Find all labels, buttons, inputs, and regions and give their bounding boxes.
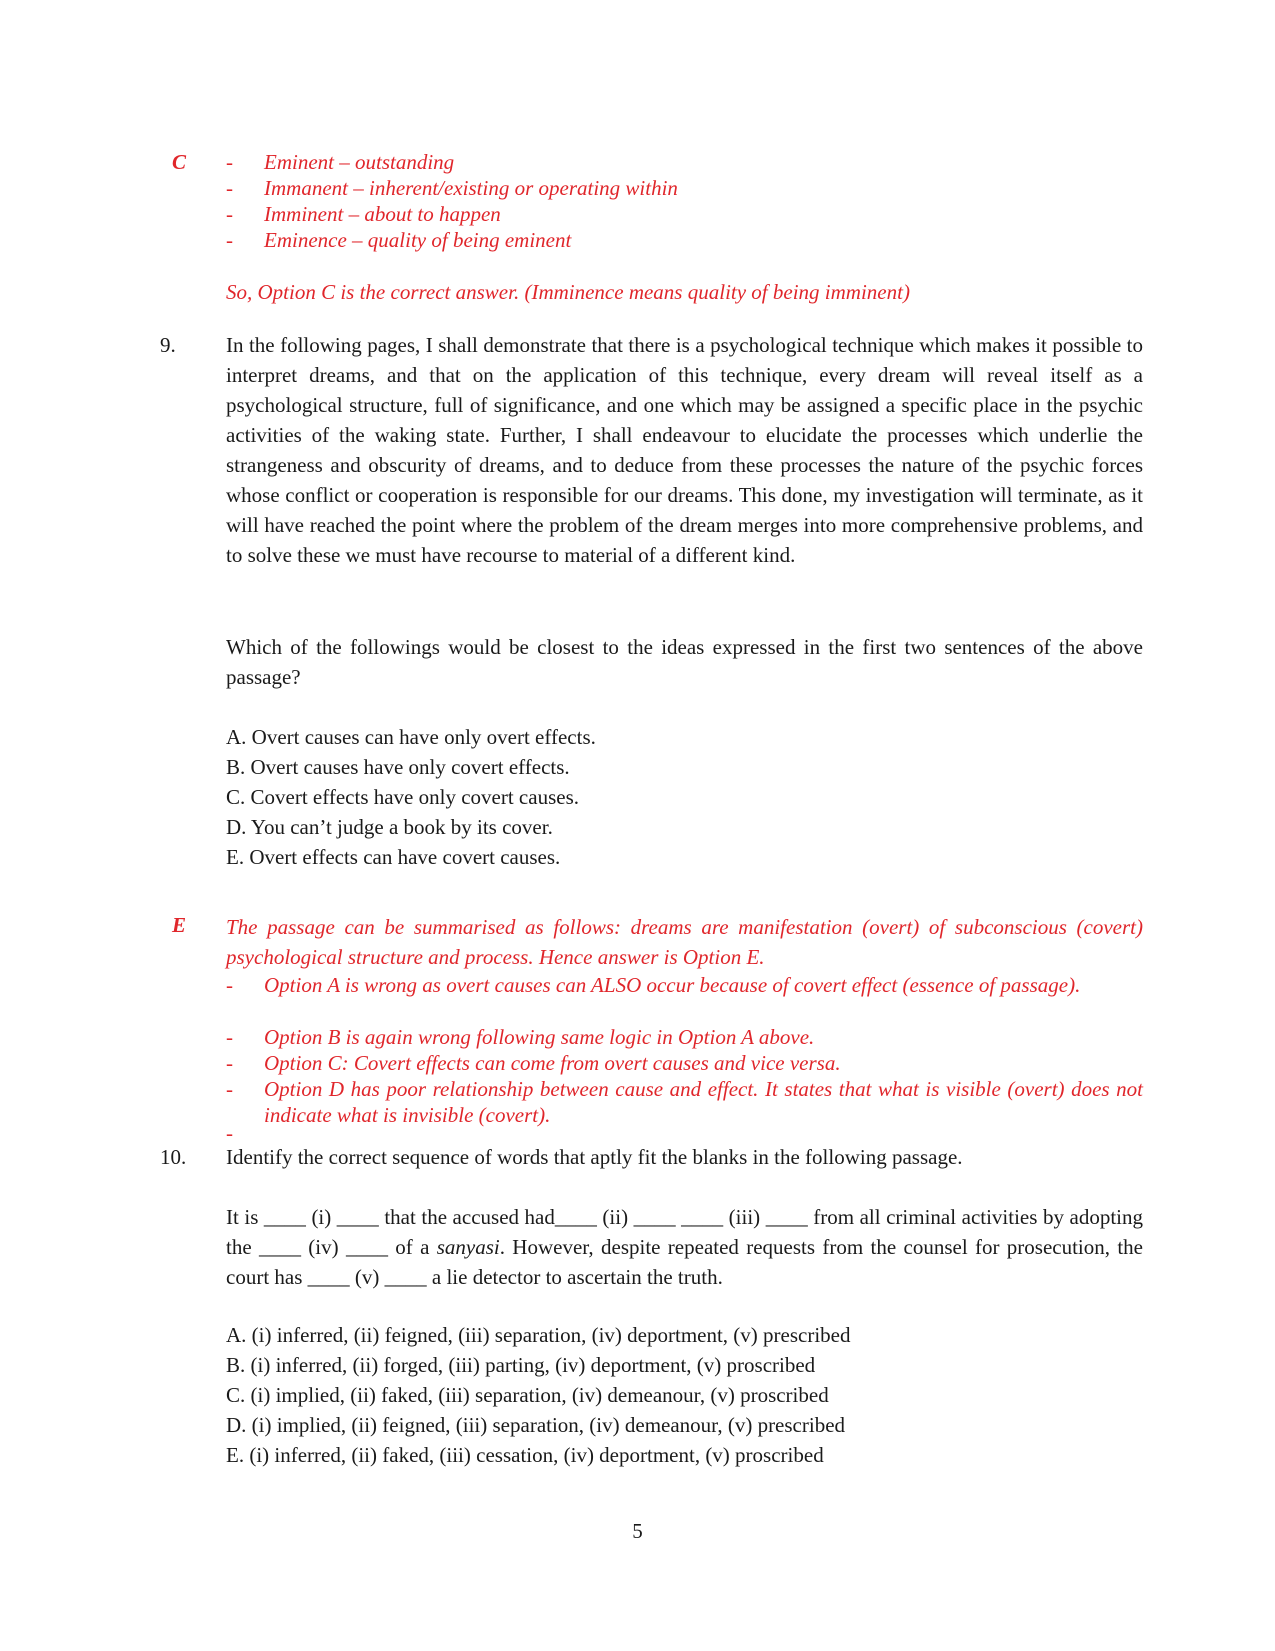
- q10-option-c: C. (i) implied, (ii) faked, (iii) separation, (iv) demeanour, (v) proscribed: [226, 1383, 829, 1407]
- page-number: 5: [632, 1519, 643, 1543]
- question-number: 9.: [160, 333, 176, 357]
- question-number: 10.: [160, 1145, 187, 1169]
- bullet-dash: -: [226, 973, 233, 997]
- q9-answer-bullet: Option D has poor relationship between cause and effect. It states that what is visible (overt) does not indicate what is invisible (covert).: [264, 1077, 1143, 1127]
- q9-question: Which of the followings would be closest to the ideas expressed in the first two sentences of the above passage?: [226, 635, 1143, 689]
- bullet-dash: -: [226, 150, 233, 174]
- q8-bullet: Eminent – outstanding: [264, 150, 455, 174]
- q10-option-a: A. (i) inferred, (ii) feigned, (iii) separation, (iv) deportment, (v) prescribed: [226, 1323, 851, 1347]
- q9-answer-bullet: Option B is again wrong following same logic in Option A above.: [264, 1025, 815, 1049]
- q10-passage-part2: . However, despite repeated requests from the counsel for prosecution, the court has ____ (v) ____ a lie detector to ascertain the truth.: [226, 1235, 1143, 1289]
- trailing-dash: -: [226, 1121, 233, 1145]
- q10-option-d: D. (i) implied, (ii) feigned, (iii) separation, (iv) demeanour, (v) prescribed: [226, 1413, 846, 1437]
- q8-answer-marker: C: [172, 150, 187, 174]
- q10-passage-italic: sanyasi: [436, 1235, 500, 1259]
- q9-answer-bullet: Option A is wrong as overt causes can ALSO occur because of covert effect (essence of passage).: [264, 973, 1081, 997]
- q10-question: Identify the correct sequence of words that aptly fit the blanks in the following passage.: [226, 1145, 963, 1169]
- bullet-dash: -: [226, 1025, 233, 1049]
- q9-option-d: D. You can’t judge a book by its cover.: [226, 815, 553, 839]
- q9-option-e: E. Overt effects can have covert causes.: [226, 845, 561, 869]
- q9-option-a: A. Overt causes can have only overt effects.: [226, 725, 596, 749]
- q9-answer-summary: The passage can be summarised as follows: dreams are manifestation (overt) of subconscious (covert) psychological structure and process. Hence answer is Option E.: [226, 915, 1143, 969]
- q8-conclusion: So, Option C is the correct answer. (Imminence means quality of being imminent): [226, 280, 910, 304]
- q9-answer-bullet: Option C: Covert effects can come from overt causes and vice versa.: [264, 1051, 841, 1075]
- bullet-dash: -: [226, 176, 233, 200]
- bullet-dash: -: [226, 1051, 233, 1075]
- q8-bullet: Eminence – quality of being eminent: [264, 228, 572, 252]
- q9-option-c: C. Covert effects have only covert causes.: [226, 785, 579, 809]
- bullet-dash: -: [226, 1077, 233, 1101]
- q9-option-b: B. Overt causes have only covert effects.: [226, 755, 570, 779]
- q8-bullet: Immanent – inherent/existing or operating within: [264, 176, 678, 200]
- q9-answer-marker: E: [172, 913, 187, 937]
- bullet-dash: -: [226, 228, 233, 252]
- q9-passage: In the following pages, I shall demonstrate that there is a psychological technique which makes it possible to interpret dreams, and that on the application of this technique, every dream will reveal itself as a psychological structure, full of significance, and one which may be assigned a specific place in the psychic activities of the waking state. Further, I shall endeavour to elucidate the processes which underlie the strangeness and obscurity of dreams, and to deduce from these processes the nature of the psychic forces whose conflict or cooperation is responsible for our dreams. This done, my investigation will terminate, as it will have reached the point where the problem of the dream merges into more comprehensive problems, and to solve these we must have recourse to material of a different kind.: [226, 333, 1143, 567]
- q10-option-b: B. (i) inferred, (ii) forged, (iii) parting, (iv) deportment, (v) proscribed: [226, 1353, 816, 1377]
- q10-passage-part1: It is ____ (i) ____ that the accused had____ (ii) ____ ____ (iii) ____ from all criminal activities by adopting the ____ (iv) ____ of a: [226, 1205, 1143, 1259]
- q10-passage: [226, 1202, 1143, 1292]
- q10-option-e: E. (i) inferred, (ii) faked, (iii) cessation, (iv) deportment, (v) proscribed: [226, 1443, 824, 1467]
- q8-bullet: Imminent – about to happen: [264, 202, 501, 226]
- bullet-dash: -: [226, 202, 233, 226]
